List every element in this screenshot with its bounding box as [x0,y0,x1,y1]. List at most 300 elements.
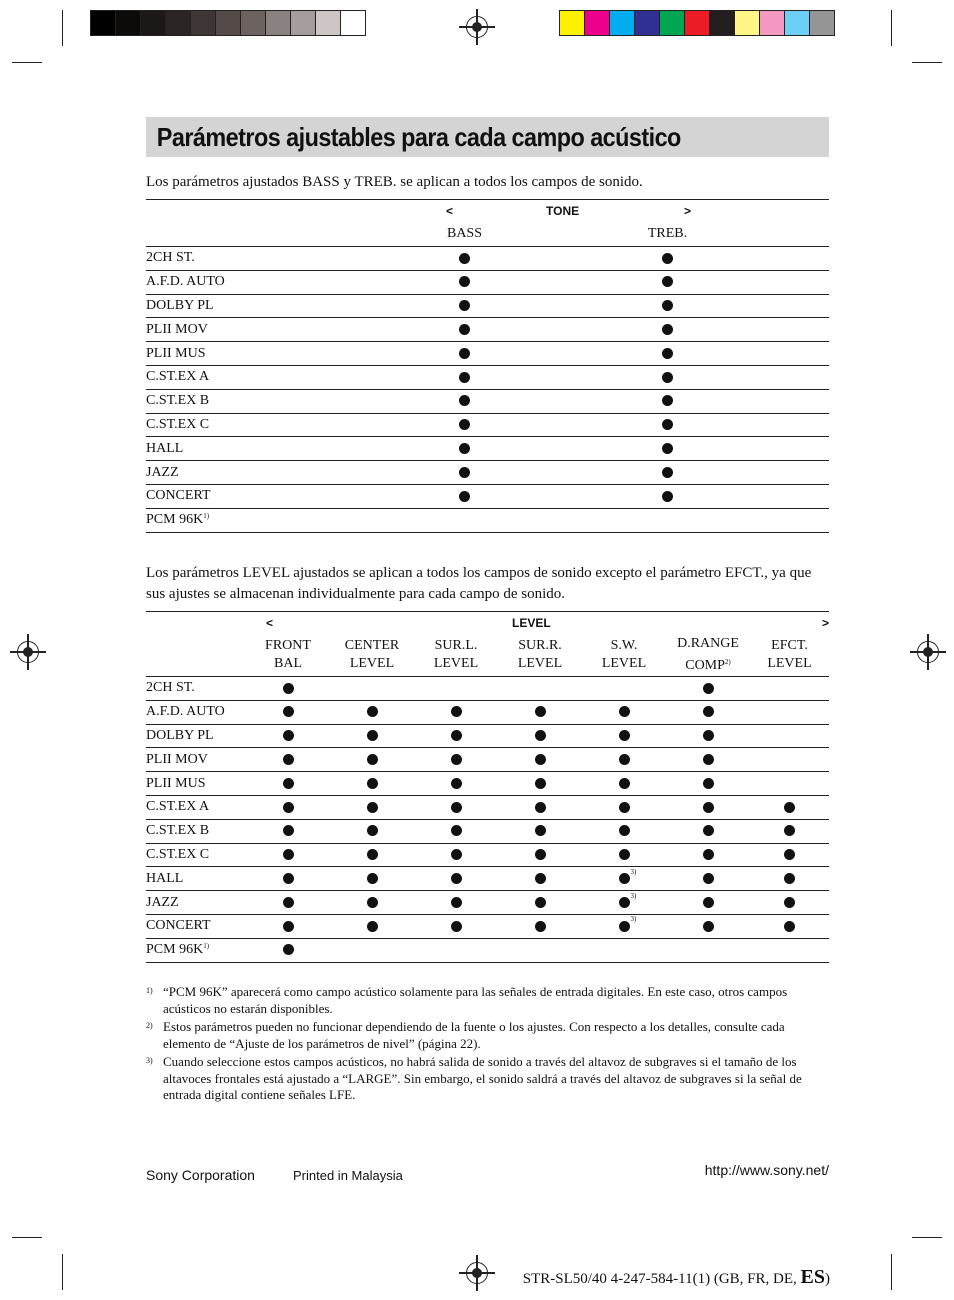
dot-cell [666,700,750,724]
dot-cell [414,772,498,796]
gray-swatch [191,11,216,35]
dot-wrap [459,274,470,290]
crop-mark [12,62,42,63]
dot-cell [414,724,498,748]
dot-icon [283,921,294,932]
dot-cell [582,795,666,819]
dot-wrap [283,680,294,696]
level-column-header [750,634,829,677]
dot-icon [459,324,470,335]
dot-cell [666,867,750,891]
tone-group-left: < [446,204,454,218]
table-row [146,795,829,819]
dot-cell [750,891,829,915]
table-row [146,819,829,843]
dot-icon [459,276,470,287]
gray-swatch [316,11,341,35]
spacer-cell [769,389,829,413]
tone-table [146,199,829,533]
dot-cell [582,772,666,796]
dot-wrap [535,799,546,815]
dot-wrap [703,823,714,839]
dot-cell [566,461,769,485]
footnote [146,1054,829,1104]
dot-cell [246,795,330,819]
dot-icon [535,873,546,884]
dot-cell [414,914,498,938]
color-swatch [810,11,834,35]
dot-wrap [283,752,294,768]
tone-group-header [146,200,829,223]
dot-icon [619,778,630,789]
dot-icon [451,754,462,765]
dot-cell [246,819,330,843]
footnote-text: “PCM 96K” aparecerá como campo acústico solamente para las señales de entrada digitales. En este caso, otros campos acústicos no estarán disponibles. [163,984,788,1016]
dot-icon [367,849,378,860]
dot-icon [283,778,294,789]
dot-cell [666,819,750,843]
dot-wrap [784,799,795,815]
dot-icon [784,897,795,908]
dot-wrap [662,393,673,409]
dot-icon [662,395,673,406]
level-column-header [582,634,666,677]
dot-wrap [703,728,714,744]
dot-cell [582,819,666,843]
dot-icon [367,730,378,741]
dot-cell [582,748,666,772]
dot-cell [566,247,769,271]
footnote-number: 3) [146,1056,153,1065]
dot-cell [498,748,582,772]
dot-cell [582,700,666,724]
dot-cell [330,724,414,748]
table-row [146,247,829,271]
dot-icon [662,467,673,478]
dot-wrap [662,441,673,457]
table-row [146,867,829,891]
level-group-label: LEVEL [512,616,551,630]
gray-swatch [91,11,116,35]
dot-wrap [283,871,294,887]
dot-icon [367,778,378,789]
dot-icon [703,825,714,836]
row-label: PCM 96K [146,512,204,528]
row-label: DOLBY PL [146,297,214,313]
dot-icon [451,921,462,932]
dot-wrap [459,298,470,314]
color-calibration-bar [559,10,835,36]
dot-wrap [535,752,546,768]
footnote [146,1019,829,1052]
dot-icon [459,419,470,430]
dot-icon [784,849,795,860]
dot-wrap [283,895,294,911]
dot-icon [451,849,462,860]
dot-icon [451,873,462,884]
dot-icon [283,825,294,836]
header-line-1: S.W. [610,638,638,653]
dot-icon [662,443,673,454]
dot-cell [414,748,498,772]
header-line-2: LEVEL [767,656,812,671]
dot-wrap [662,322,673,338]
dot-cell [566,437,769,461]
crop-mark [912,62,942,63]
dot-cell [414,891,498,915]
header-line-2: LEVEL [349,656,395,671]
color-swatch [585,11,610,35]
dot-cell [666,843,750,867]
dot-cell [246,843,330,867]
footnote-marker: 3) [630,915,637,924]
dot-icon [703,706,714,717]
gray-swatch [341,11,365,35]
dot-cell [363,342,566,366]
dot-wrap [451,704,462,720]
dot-cell [246,938,330,962]
dot-cell [414,677,498,701]
color-swatch [610,11,635,35]
dot-icon [367,802,378,813]
footnote-marker: 2) [724,658,731,666]
row-name [146,819,246,843]
table-row [146,413,829,437]
dot-cell [750,819,829,843]
row-label: C.ST.EX A [146,799,210,815]
dot-icon [703,873,714,884]
spacer-cell [769,318,829,342]
row-label: C.ST.EX A [146,369,210,385]
row-name [146,700,246,724]
dot-cell [750,772,829,796]
company-name: Sony Corporation [146,1167,255,1183]
dot-icon [619,754,630,765]
dot-wrap [703,704,714,720]
dot-icon [662,300,673,311]
header-line-2: BAL [274,656,302,671]
footnote-marker: 3) [630,867,637,876]
crop-mark [912,1237,942,1238]
dot-cell [498,700,582,724]
dot-wrap [451,823,462,839]
row-label: 2CH ST. [146,680,195,696]
dot-wrap [459,441,470,457]
table-row [146,270,829,294]
dot-cell [666,795,750,819]
dot-wrap [367,847,378,863]
registration-target-icon [466,16,488,38]
level-column-header-row [146,634,829,677]
dot-icon [459,372,470,383]
dot-cell [750,914,829,938]
registration-target-icon [917,641,939,663]
dot-cell [498,772,582,796]
dot-wrap [703,895,714,911]
dot-cell [582,914,666,938]
dot-icon [535,754,546,765]
level-column-header [498,634,582,677]
dot-cell [330,867,414,891]
table-row [146,437,829,461]
level-group-left: < [266,616,274,630]
dot-cell [750,700,829,724]
tone-header-blank [146,222,363,247]
level-table [146,611,829,963]
dot-icon [662,491,673,502]
dot-wrap [619,823,630,839]
dot-icon [703,730,714,741]
dot-cell [498,724,582,748]
dot-icon [619,897,630,908]
dot-icon [703,921,714,932]
row-label: C.ST.EX B [146,823,210,839]
dot-wrap [367,799,378,815]
table-row [146,389,829,413]
dot-cell [330,891,414,915]
dot-icon [283,754,294,765]
level-intro-text: Los parámetros LEVEL ajustados se aplican a todos los campos de sonido excepto el parámetro EFCT., ya que sus ajustes se almacenan individualmente para cada campo de sonido. [146,565,812,602]
dot-icon [451,778,462,789]
footnote-marker: 1) [203,942,210,951]
dot-wrap [535,728,546,744]
dot-wrap [451,799,462,815]
dot-wrap [283,823,294,839]
dot-wrap [662,274,673,290]
color-swatch [760,11,785,35]
dot-icon [703,897,714,908]
dot-wrap [459,322,470,338]
table-row [146,294,829,318]
dot-wrap [662,298,673,314]
dot-cell [246,700,330,724]
dot-cell [566,484,769,508]
dot-wrap [662,465,673,481]
gray-swatch [216,11,241,35]
dot-wrap [662,488,673,504]
dot-cell [750,795,829,819]
dot-wrap [367,752,378,768]
dot-icon [619,706,630,717]
row-name [146,484,363,508]
level-group-header [146,612,829,635]
row-label: PLII MUS [146,775,206,791]
level-column-header [414,634,498,677]
row-label: C.ST.EX B [146,393,210,409]
dot-icon [662,372,673,383]
row-label: HALL [146,440,184,456]
dot-cell [566,342,769,366]
dot-cell [363,413,566,437]
header-line-2: COMP [685,658,725,673]
dot-cell [498,891,582,915]
dot-cell [330,819,414,843]
dot-cell [414,867,498,891]
dot-cell [666,914,750,938]
spacer-cell [769,437,829,461]
dot-cell [363,461,566,485]
dot-icon [367,706,378,717]
dot-cell [566,270,769,294]
registration-target-icon [17,641,39,663]
dot-cell [498,843,582,867]
dot-icon [703,802,714,813]
row-name [146,413,363,437]
row-label: HALL [146,870,184,886]
row-name [146,772,246,796]
dot-cell [582,867,666,891]
dot-cell [363,247,566,271]
table-row [146,891,829,915]
dot-cell [414,843,498,867]
dot-icon [535,706,546,717]
dot-wrap [619,728,630,744]
dot-cell [666,724,750,748]
dot-cell [566,413,769,437]
crop-mark [891,1254,892,1290]
table-row [146,938,829,962]
gray-calibration-bar [90,10,366,36]
header-line-1: CENTER [344,638,400,653]
row-label: DOLBY PL [146,727,214,743]
dot-icon [459,395,470,406]
dot-cell [414,795,498,819]
dot-wrap [283,704,294,720]
row-name [146,795,246,819]
tone-group-right: > [684,204,692,218]
row-label: PLII MOV [146,321,208,337]
dot-icon [367,897,378,908]
dot-wrap [619,891,637,911]
row-name [146,508,363,532]
dot-icon [703,683,714,694]
color-swatch [660,11,685,35]
dot-icon [703,754,714,765]
dot-cell [330,700,414,724]
dot-wrap [451,895,462,911]
dot-icon [619,921,630,932]
dot-icon [451,825,462,836]
header-line-1: SUR.R. [518,638,562,653]
level-group-right: > [821,616,829,630]
gray-swatch [241,11,266,35]
dot-cell [330,772,414,796]
dot-icon [283,802,294,813]
dot-wrap [459,465,470,481]
dot-wrap [459,346,470,362]
dot-wrap [459,369,470,385]
dot-cell [582,843,666,867]
dot-cell [363,389,566,413]
dot-icon [662,348,673,359]
page-title: Parámetros ajustables para cada campo acústico [156,122,681,152]
table-row [146,914,829,938]
header-line-1: D.RANGE [677,636,739,651]
spacer-cell [769,294,829,318]
model-language: ES [800,1266,825,1288]
table-row [146,772,829,796]
dot-cell [666,748,750,772]
dot-wrap [459,417,470,433]
dot-icon [367,921,378,932]
spacer-cell [769,484,829,508]
spacer-cell [769,342,829,366]
dot-wrap [619,847,630,863]
dot-wrap [367,704,378,720]
table-row [146,724,829,748]
dot-wrap [535,823,546,839]
gray-swatch [116,11,141,35]
dot-wrap [703,799,714,815]
dot-wrap [451,918,462,934]
row-label: CONCERT [146,918,211,934]
dot-icon [784,825,795,836]
dot-wrap [703,680,714,696]
dot-wrap [283,918,294,934]
dot-cell [246,677,330,701]
crop-mark [62,1254,63,1290]
row-label: PLII MUS [146,345,206,361]
dot-cell [666,772,750,796]
dot-wrap [535,895,546,911]
dot-icon [451,897,462,908]
row-name [146,891,246,915]
table-row [146,843,829,867]
tone-header-treb: TREB. [566,222,769,247]
row-name [146,843,246,867]
row-label: CONCERT [146,488,211,504]
row-name [146,318,363,342]
row-label: A.F.D. AUTO [146,274,225,290]
dot-icon [367,873,378,884]
dot-cell [750,677,829,701]
row-label: JAZZ [146,464,179,480]
spacer-cell [769,413,829,437]
dot-wrap [283,847,294,863]
dot-cell [582,938,666,962]
footnotes [146,984,829,1106]
title-band [146,117,829,157]
footnote-text: Cuando seleccione estos campos acústicos, no habrá salida de sonido a través del altavoz de subgraves si el tamaño de los altavoces frontales está ajustado a “LARGE”. Sin embargo, el sonido saldrá a través del altavoz de subgraves si la señal de entrada digital contiene señales LFE. [163,1054,802,1102]
dot-cell [246,891,330,915]
dot-icon [619,802,630,813]
spacer-cell [769,508,829,532]
dot-wrap [784,847,795,863]
dot-wrap [703,871,714,887]
color-swatch [710,11,735,35]
gray-swatch [291,11,316,35]
gray-swatch [266,11,291,35]
dot-icon [283,944,294,955]
spacer-cell [769,461,829,485]
dot-wrap [535,704,546,720]
dot-icon [619,873,630,884]
footnote-text: Estos parámetros pueden no funcionar dependiendo de la fuente o los ajustes. Con respecto a los detalles, consulte cada elemento de “Ajuste de los parámetros de nivel” (página 22). [163,1019,785,1051]
row-name [146,294,363,318]
dot-cell [750,867,829,891]
dot-wrap [662,250,673,266]
dot-cell [330,843,414,867]
row-label: C.ST.EX C [146,846,210,862]
dot-icon [535,778,546,789]
table-row [146,748,829,772]
dot-wrap [367,895,378,911]
dot-icon [451,730,462,741]
dot-cell [363,508,566,532]
dot-icon [283,897,294,908]
dot-wrap [367,823,378,839]
header-line-1: FRONT [265,638,311,653]
